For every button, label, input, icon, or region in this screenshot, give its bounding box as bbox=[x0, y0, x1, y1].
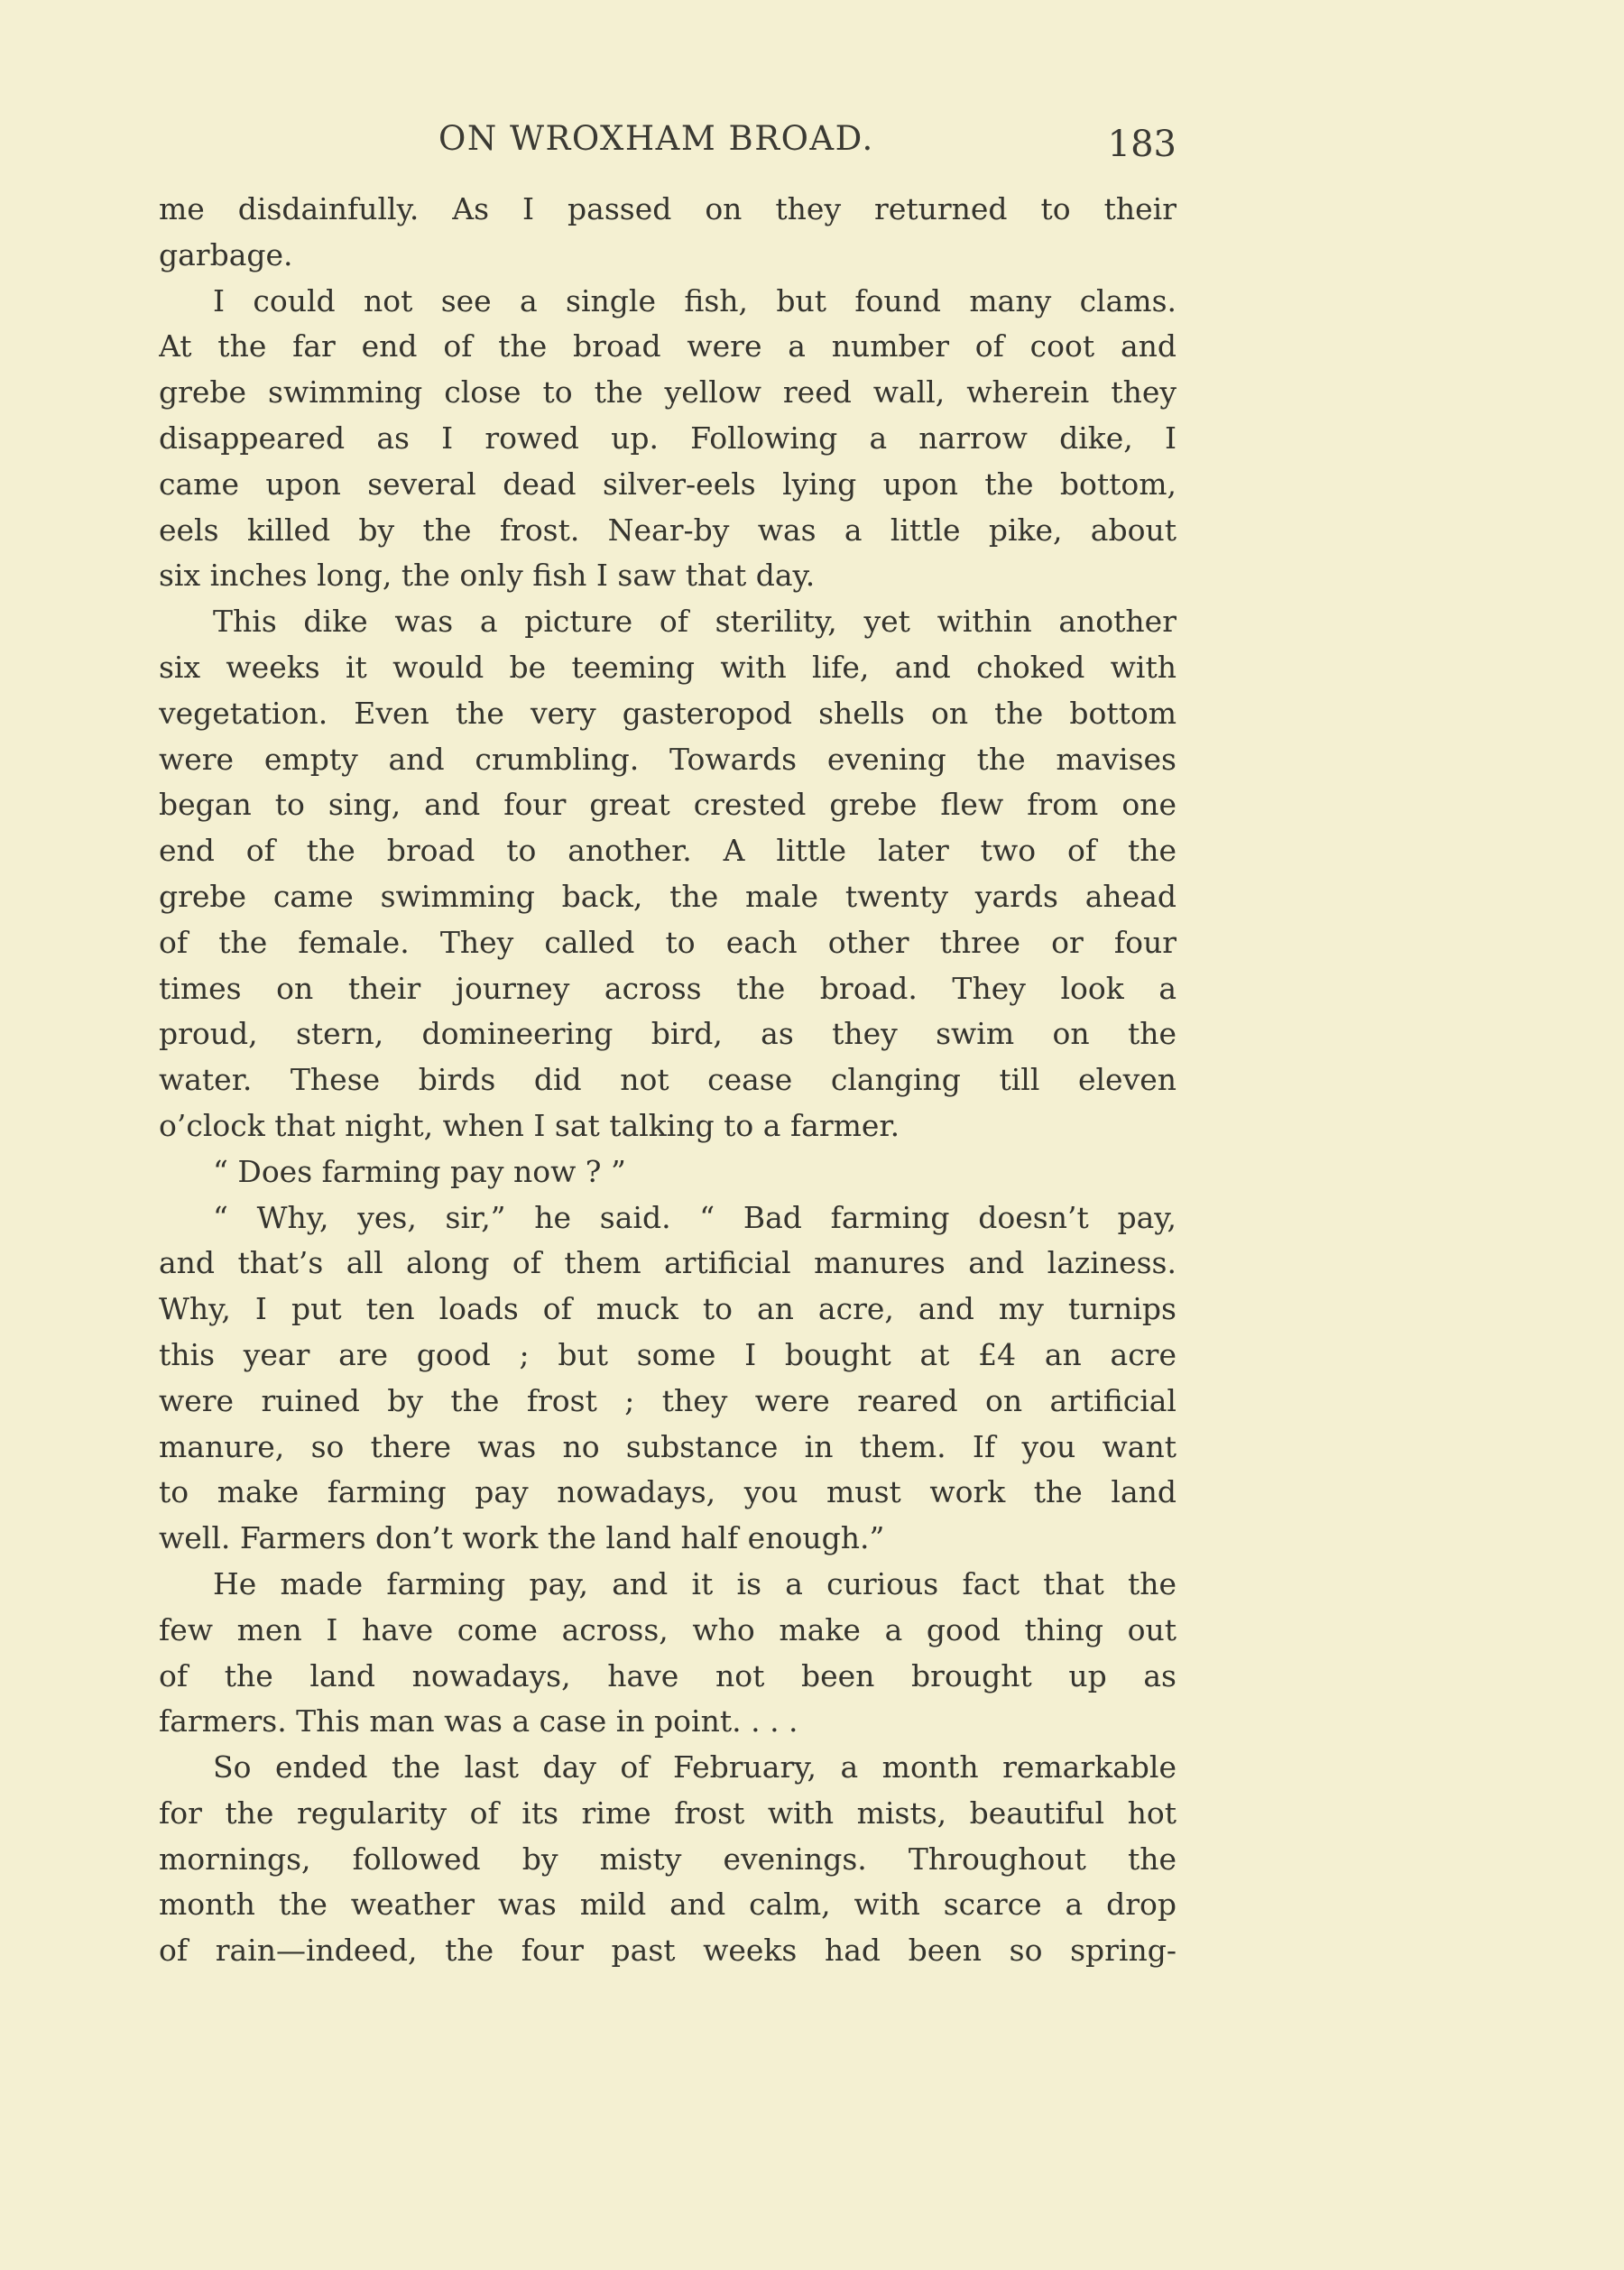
text-line: me disdainfully. As I passed on they returned to their bbox=[159, 191, 1176, 226]
text-line: eels killed by the frost. Near-by was a little pike, about bbox=[159, 512, 1176, 548]
text-line: grebe swimming close to the yellow reed wall, wherein they bbox=[159, 374, 1176, 411]
text-line: well. Farmers don’t work the land half enough.” bbox=[159, 1520, 885, 1556]
text-line: end of the broad to another. A little later two of the bbox=[159, 833, 1176, 869]
text-line: times on their journey across the broad. They look a bbox=[159, 970, 1176, 1006]
text-line: manure, so there was no substance in them. If you want bbox=[159, 1428, 1176, 1464]
text-line: He made farming pay, and it is a curious fact that the bbox=[213, 1565, 1176, 1601]
text-line: water. These birds did not cease clanging till eleven bbox=[159, 1062, 1176, 1098]
text-line: of rain—indeed, the four past weeks had been so spring- bbox=[159, 1933, 1176, 1969]
text-line: to make farming pay nowadays, you must work the land bbox=[159, 1474, 1176, 1510]
text-line: I could not see a single fish, but found many clams. bbox=[213, 282, 1176, 318]
text-line: Why, I put ten loads of muck to an acre, and my turnips bbox=[159, 1291, 1176, 1327]
text-line: six weeks it would be teeming with life, and choked with bbox=[159, 649, 1176, 685]
page-number: 183 bbox=[1107, 124, 1176, 165]
text-line: o’clock that night, when I sat talking to a farmer. bbox=[159, 1107, 900, 1143]
text-line: for the regularity of its rime frost with mists, beautiful hot bbox=[159, 1795, 1176, 1831]
text-line: of the land nowadays, have not been brought up as bbox=[159, 1657, 1176, 1693]
text-line: and that’s all along of them artificial manures and laziness. bbox=[159, 1245, 1176, 1281]
text-line: At the far end of the broad were a number of coot and bbox=[159, 328, 1176, 364]
text-line: of the female. They called to each other three or four bbox=[159, 924, 1176, 960]
text-line: grebe came swimming back, the male twenty yards ahead bbox=[159, 878, 1176, 914]
text-line: So ended the last day of February, a month remarkable bbox=[213, 1749, 1176, 1786]
text-line: “ Why, yes, sir,” he said. “ Bad farming doesn’t pay, bbox=[213, 1199, 1176, 1235]
text-line: mornings, followed by misty evenings. Throughout the bbox=[159, 1841, 1176, 1877]
page-header bbox=[159, 112, 1176, 166]
text-line: garbage. bbox=[159, 236, 293, 272]
text-line: farmers. This man was a case in point. . . . bbox=[159, 1703, 798, 1739]
text-line: were empty and crumbling. Towards evening the mavises bbox=[159, 741, 1176, 777]
text-line: came upon several dead silver-eels lying upon the bottom, bbox=[159, 466, 1176, 502]
text-line: This dike was a picture of sterility, yet within another bbox=[213, 604, 1176, 640]
running-title: ON WROXHAM BROAD. bbox=[438, 119, 874, 158]
body-text bbox=[159, 187, 1176, 1974]
text-line: few men I have come across, who make a good thing out bbox=[159, 1611, 1176, 1647]
text-line: vegetation. Even the very gasteropod shells on the bottom bbox=[159, 695, 1176, 731]
text-line: disappeared as I rowed up. Following a narrow dike, I bbox=[159, 420, 1176, 456]
text-line: month the weather was mild and calm, with scarce a drop bbox=[159, 1887, 1176, 1923]
text-line: proud, stern, domineering bird, as they swim on the bbox=[159, 1016, 1176, 1052]
text-line: this year are good ; but some I bought at £4 an acre bbox=[159, 1336, 1176, 1372]
text-line: six inches long, the only fish I saw that day. bbox=[159, 558, 816, 594]
text-line: were ruined by the frost ; they were reared on artificial bbox=[159, 1382, 1176, 1418]
text-line: “ Does farming pay now ? ” bbox=[213, 1153, 626, 1189]
text-line: began to sing, and four great crested grebe flew from one bbox=[159, 787, 1176, 823]
